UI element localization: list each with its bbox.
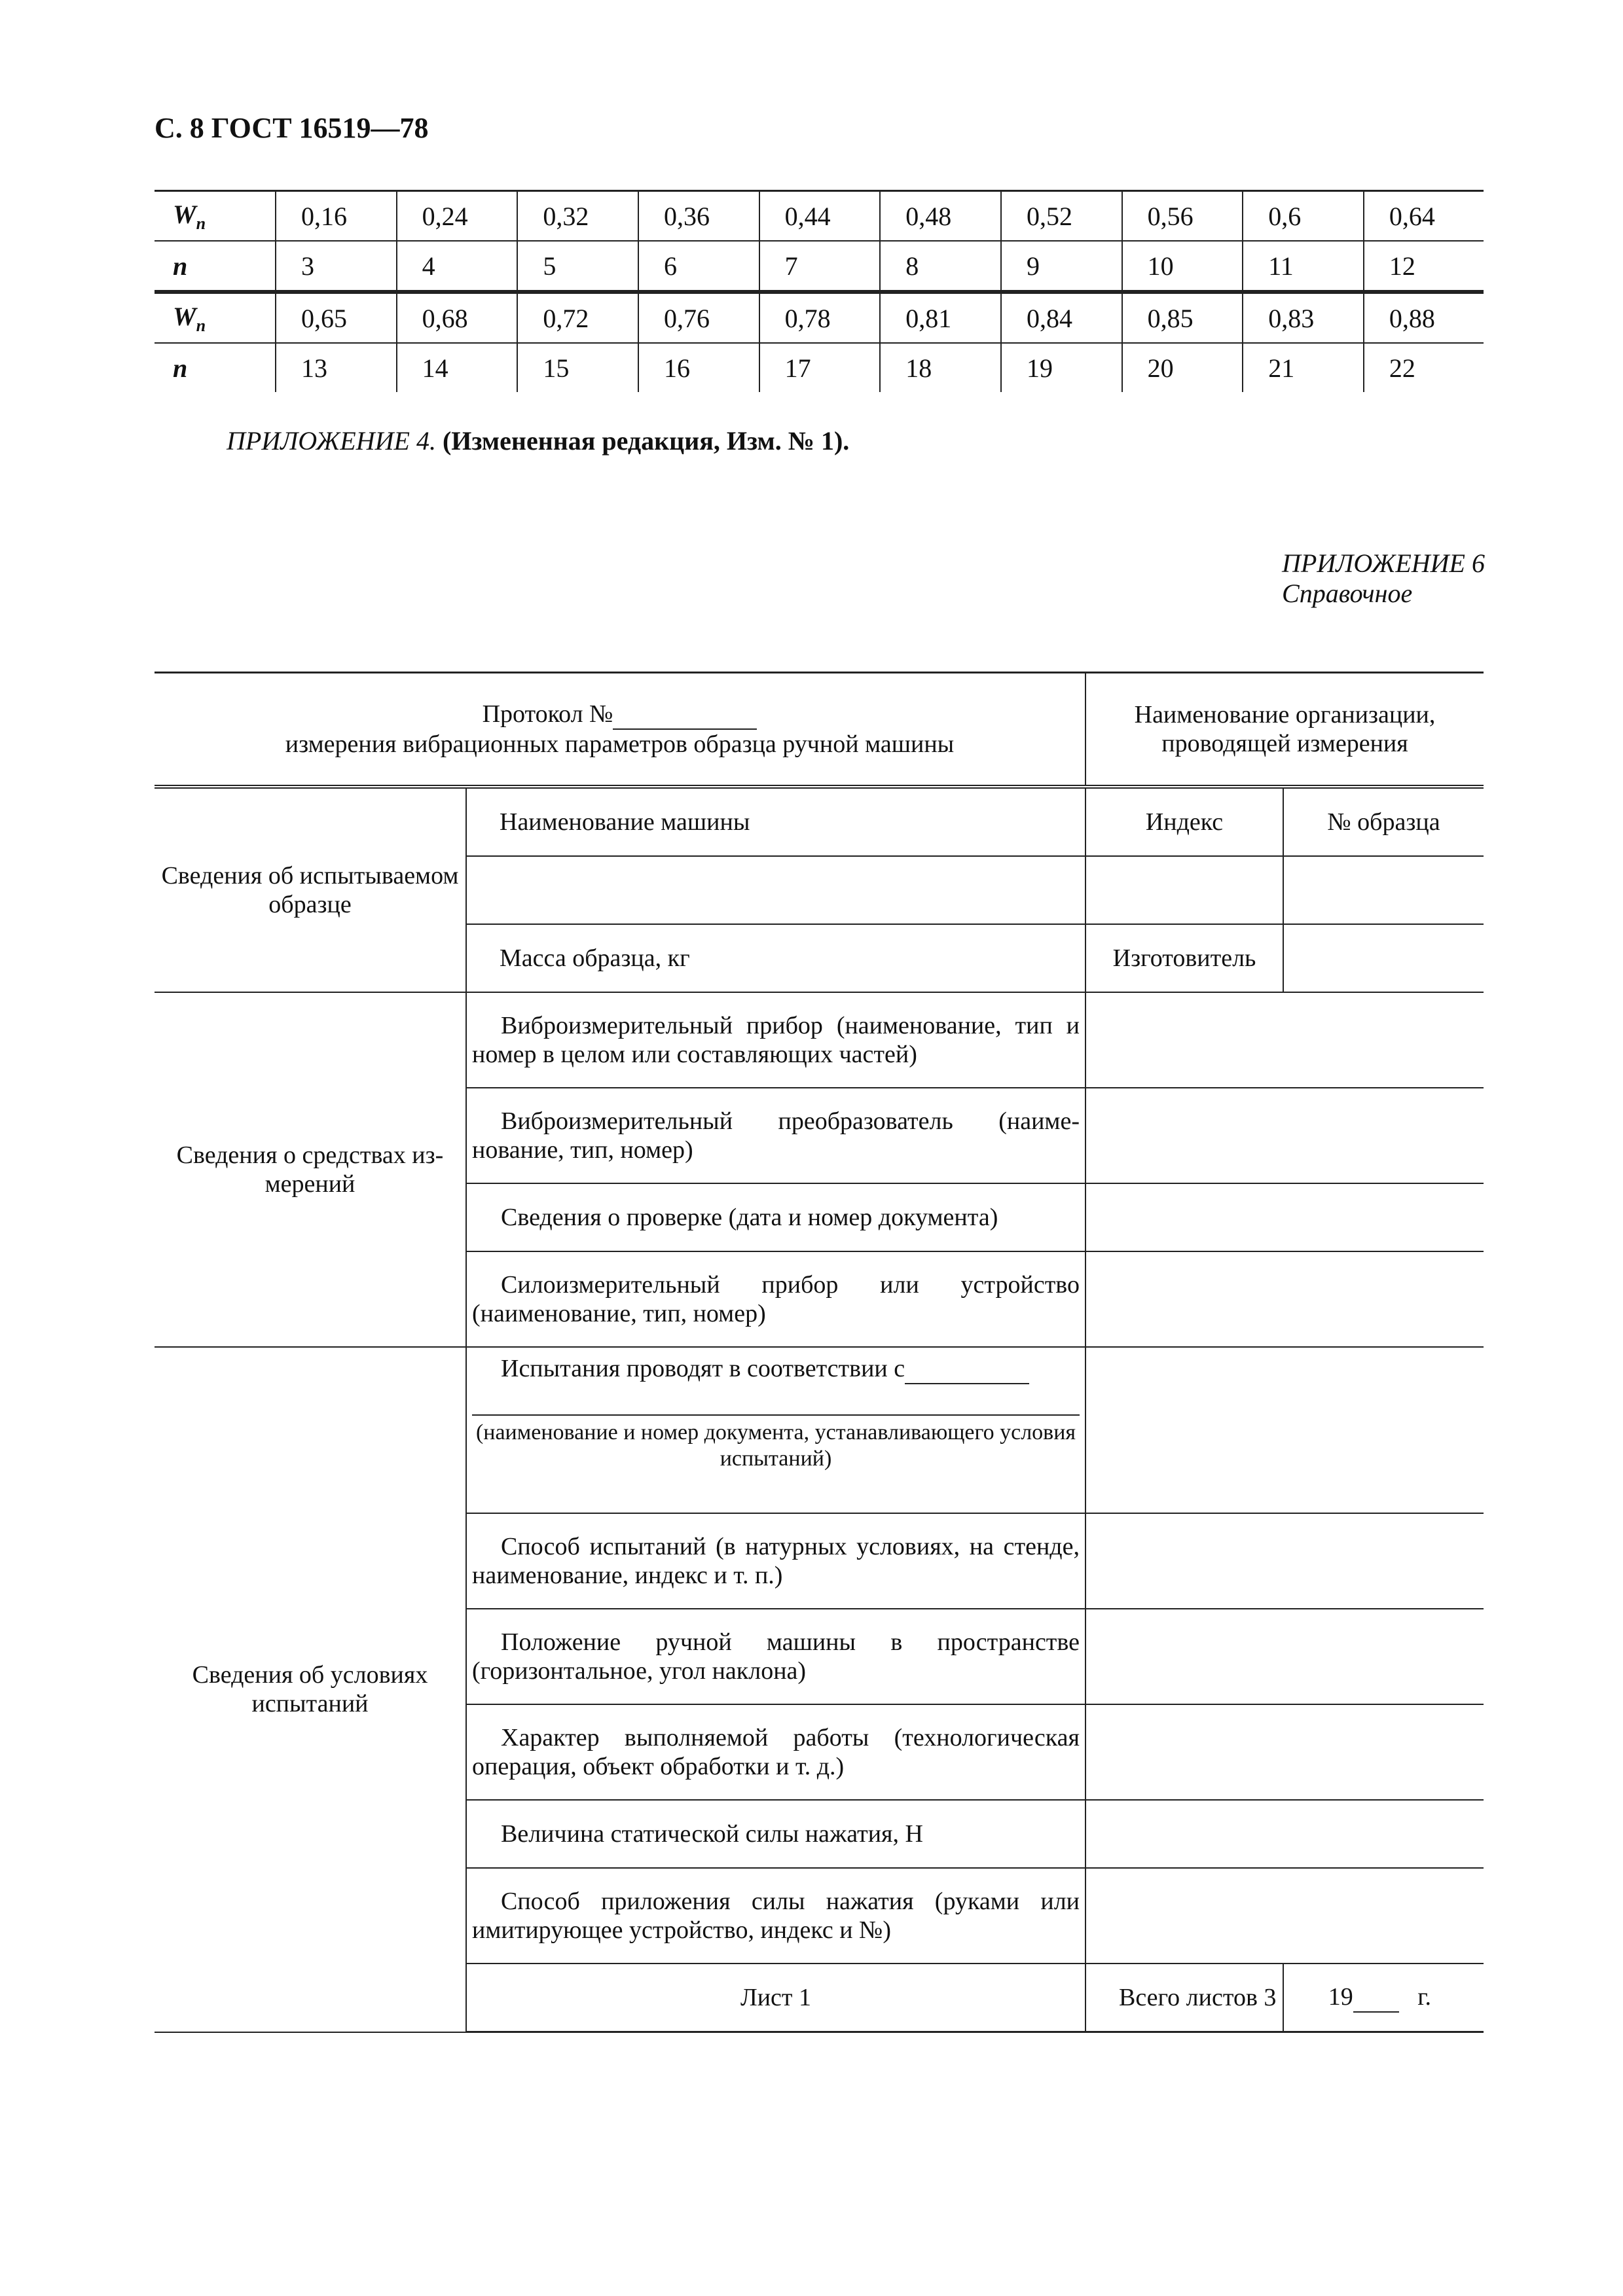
appendix-title: ПРИЛОЖЕНИЕ 6 [1282, 548, 1485, 578]
w-table-cell: 0,65 [276, 292, 397, 343]
year-prefix: 19 [1328, 1983, 1353, 2011]
cond-position-label: Положение ручной машины в пространстве (горизонтальное, угол наклона) [466, 1609, 1085, 1704]
w-table-row-label: n [155, 241, 276, 292]
instr-force-label: Силоизмерительный прибор или устройство (наименование, тип, номер) [466, 1251, 1085, 1347]
w-table-cell: 0,84 [1001, 292, 1122, 343]
w-table-cell: 0,64 [1364, 191, 1484, 242]
instr-check-label: Сведения о проверке (дата и номер документа) [466, 1183, 1085, 1251]
w-table-row [155, 191, 1484, 242]
w-table-cell: 0,81 [880, 292, 1001, 343]
mass-label: Масса образца, кг [466, 924, 1085, 992]
w-table-cell: 11 [1243, 241, 1364, 292]
cond-force-method-label: Способ приложения силы нажатия (руками или имитирующее устройство, индекс и №) [466, 1868, 1085, 1964]
section-conditions: Сведения об условиях испытаний [155, 1347, 466, 2032]
cond-work-label: Характер выполняемой работы (технологическая операция, объект обработки и т. д.) [466, 1704, 1085, 1800]
note-bold: (Измененная редакция, Изм. № 1). [442, 426, 850, 456]
w-table-cell: 0,6 [1243, 191, 1364, 242]
section-sample-info: Сведения об испытываемом образце [155, 787, 466, 992]
w-table-cell: 0,16 [276, 191, 397, 242]
cond-force-method-value[interactable] [1085, 1868, 1484, 1964]
w-table-cell: 0,36 [638, 191, 759, 242]
cond-position-value[interactable] [1085, 1609, 1484, 1704]
w-table-cell: 17 [759, 343, 881, 392]
w-table-row-label: $W_n$ [155, 191, 276, 242]
w-table-cell: 18 [880, 343, 1001, 392]
w-table-cell: 10 [1122, 241, 1243, 292]
w-table-cell: 0,72 [517, 292, 638, 343]
cond-force-label: Величина статической силы нажатия, Н [466, 1800, 1085, 1868]
sample-no-value[interactable] [1283, 856, 1484, 924]
cond-force-value[interactable] [1085, 1800, 1484, 1868]
index-label: Индекс [1085, 787, 1283, 856]
w-table-row [155, 343, 1484, 392]
w-table-cell: 5 [517, 241, 638, 292]
machine-name-label: Наименование машины [466, 787, 1085, 856]
w-table-row [155, 292, 1484, 343]
w-table-cell: 0,78 [759, 292, 881, 343]
protocol-form [155, 672, 1484, 2033]
cond-work-value[interactable] [1085, 1704, 1484, 1800]
appendix-subtitle: Справочное [1282, 579, 1413, 608]
instr-transducer-label: Виброизмерительный преобразователь (наиме-нование, тип, номер) [466, 1088, 1085, 1183]
cond-standard-line[interactable] [472, 1384, 1080, 1416]
w-table-row [155, 241, 1484, 292]
w-table-cell: 8 [880, 241, 1001, 292]
w-table-cell: 20 [1122, 343, 1243, 392]
w-table-row-label: $W_n$ [155, 292, 276, 343]
instr-vibrometer-label: Виброизмерительный прибор (наименование, тип и номер в целом или составляющих частей) [466, 992, 1085, 1088]
w-table-cell: 19 [1001, 343, 1122, 392]
w-table-cell: 0,24 [397, 191, 518, 242]
protocol-subtitle: измерения вибрационных параметров образца ручной машины [285, 730, 955, 758]
w-table-cell: 7 [759, 241, 881, 292]
w-table-cell: 0,32 [517, 191, 638, 242]
w-table-cell: 4 [397, 241, 518, 292]
cond-standard-value[interactable] [1085, 1347, 1484, 1513]
appendix-heading [1282, 548, 1485, 609]
w-table-cell: 15 [517, 343, 638, 392]
w-table-cell: 0,76 [638, 292, 759, 343]
cond-standard-blank[interactable] [905, 1354, 1029, 1384]
w-table-cell: 16 [638, 343, 759, 392]
org-cell: Наименование организации, проводящей измерения [1085, 673, 1484, 787]
instr-check-value[interactable] [1085, 1183, 1484, 1251]
w-table-cell: 22 [1364, 343, 1484, 392]
w-table-cell: 12 [1364, 241, 1484, 292]
cond-standard-cell [466, 1347, 1085, 1513]
w-table-cell: 3 [276, 241, 397, 292]
instr-force-value[interactable] [1085, 1251, 1484, 1347]
w-table-cell: 0,85 [1122, 292, 1243, 343]
w-table-cell: 9 [1001, 241, 1122, 292]
protocol-number-blank[interactable] [613, 700, 757, 730]
instr-transducer-value[interactable] [1085, 1088, 1484, 1183]
w-n-table [155, 190, 1484, 392]
machine-name-value[interactable] [466, 856, 1085, 924]
w-table-cell: 13 [276, 343, 397, 392]
w-table-row-label: n [155, 343, 276, 392]
total-sheets-label: Всего листов 3 [1085, 1964, 1283, 2032]
cond-standard-note: (наименование и номер документа, устанавливающего условия испытаний) [475, 1420, 1076, 1471]
manufacturer-value[interactable] [1283, 924, 1484, 992]
year-blank[interactable] [1353, 1982, 1399, 2013]
index-value[interactable] [1085, 856, 1283, 924]
w-table-cell: 0,44 [759, 191, 881, 242]
w-table-cell: 6 [638, 241, 759, 292]
date-cell [1283, 1964, 1484, 2032]
w-table-cell: 0,48 [880, 191, 1001, 242]
cond-method-label: Способ испытаний (в натурных условиях, на стенде, наименование, индекс и т. п.) [466, 1513, 1085, 1609]
w-table-cell: 0,68 [397, 292, 518, 343]
w-table-cell: 0,52 [1001, 191, 1122, 242]
sheet-label: Лист 1 [466, 1964, 1085, 2032]
w-table-cell: 21 [1243, 343, 1364, 392]
cond-method-value[interactable] [1085, 1513, 1484, 1609]
page-header: С. 8 ГОСТ 16519—78 [155, 112, 429, 144]
w-table-cell: 0,56 [1122, 191, 1243, 242]
protocol-title-cell [155, 673, 1085, 787]
section-instruments: Сведения о средствах из-мерений [155, 992, 466, 1347]
note-italic: ПРИЛОЖЕНИЕ 4. [227, 426, 436, 456]
manufacturer-label: Изготовитель [1085, 924, 1283, 992]
amendment-note [227, 425, 849, 456]
instr-vibrometer-value[interactable] [1085, 992, 1484, 1088]
w-table-cell: 0,88 [1364, 292, 1484, 343]
w-table-cell: 14 [397, 343, 518, 392]
w-table-cell: 0,83 [1243, 292, 1364, 343]
protocol-label: Протокол № [482, 700, 613, 728]
year-suffix: г. [1417, 1983, 1431, 2011]
cond-standard-label: Испытания проводят в соответствии с [501, 1355, 905, 1382]
sample-no-label: № образца [1283, 787, 1484, 856]
